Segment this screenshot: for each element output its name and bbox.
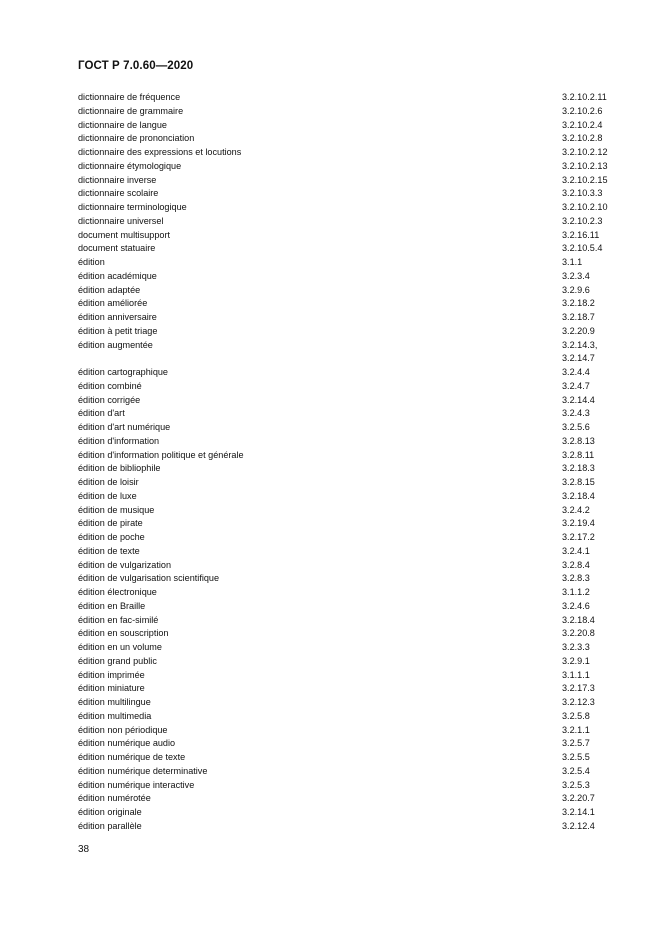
index-term: dictionnaire de langue [78, 119, 167, 130]
index-references [562, 792, 595, 806]
index-term: dictionnaire scolaire [78, 188, 159, 199]
index-term: édition adaptée [78, 284, 141, 295]
index-term: édition en Braille [78, 600, 146, 611]
index-references [562, 394, 595, 408]
index-references [562, 504, 590, 518]
index-references [562, 724, 590, 738]
index-references [562, 449, 594, 463]
index-references [562, 339, 597, 367]
index-reference-number: 3.1.1.2 [562, 587, 590, 597]
index-entry [78, 682, 614, 696]
index-reference-number: 3.2.9.6 [562, 284, 590, 295]
index-entry [78, 696, 614, 710]
index-term: édition en fac-similé [78, 614, 159, 625]
index-reference-number: 3.2.5.4 [562, 765, 590, 776]
index-reference-number: 3.2.10.2.3 [562, 215, 603, 226]
index-term: édition de vulgarisation scientifique [78, 573, 220, 584]
index-references [562, 682, 595, 696]
index-term: édition [78, 257, 105, 267]
index-term: édition augmentée [78, 339, 153, 350]
index-entry [78, 339, 614, 367]
index-reference-number: 3.2.16.11 [562, 229, 600, 240]
index-entry [78, 325, 614, 339]
index-references [562, 572, 590, 586]
index-reference-number: 3.2.10.2.12 [562, 147, 608, 157]
index-entry [78, 586, 614, 600]
index-reference-number: 3.2.5.8 [562, 710, 590, 721]
index-entry [78, 737, 614, 751]
index-term: dictionnaire inverse [78, 174, 157, 185]
index-term: édition d'art [78, 408, 125, 419]
index-reference-number: 3.2.14.3, [562, 339, 598, 350]
index-references [562, 476, 595, 490]
index-entry [78, 517, 614, 531]
index-term: édition de vulgarization [78, 559, 172, 570]
index-term: édition numérique interactive [78, 779, 195, 790]
index-term: édition d'information [78, 435, 160, 446]
index-reference-number: 3.2.10.2.6 [562, 105, 603, 116]
index-entry [78, 215, 614, 229]
index-reference-number: 3.2.4.3 [562, 408, 590, 419]
index-term: dictionnaire de grammaire [78, 105, 184, 116]
index-references [562, 174, 608, 188]
index-reference-number: 3.2.19.4 [562, 518, 595, 529]
index-references [562, 407, 590, 421]
index-entry [78, 765, 614, 779]
index-term: document multisupport [78, 229, 170, 240]
index-reference-number: 3.2.8.3 [562, 573, 590, 584]
index-term: édition multimedia [78, 710, 152, 721]
index-references [562, 366, 590, 380]
index-entry [78, 669, 614, 683]
index-term: édition corrigée [78, 394, 141, 405]
index-reference-number: 3.2.10.3.3 [562, 188, 603, 199]
index-entry [78, 91, 614, 105]
index-term: édition à petit triage [78, 325, 158, 336]
index-term: édition de loisir [78, 477, 139, 487]
index-entry [78, 366, 614, 380]
index-term: édition miniature [78, 683, 145, 694]
index-entry [78, 462, 614, 476]
index-term: édition de texte [78, 545, 140, 556]
index-reference-number: 3.2.9.1 [562, 655, 590, 666]
index-reference-number: 3.2.20.9 [562, 325, 595, 336]
index-term: édition de luxe [78, 490, 137, 501]
index-references [562, 600, 590, 614]
index-term: édition combiné [78, 380, 142, 391]
index-term: édition de bibliophile [78, 463, 161, 474]
index-reference-number: 3.2.4.7 [562, 380, 590, 391]
index-reference-number: 3.2.10.5.4 [562, 243, 603, 254]
index-entry [78, 545, 614, 559]
index-entry [78, 449, 614, 463]
index-reference-number: 3.2.4.2 [562, 504, 590, 515]
index-term: dictionnaire étymologique [78, 160, 182, 171]
index-references [562, 806, 595, 820]
index-entry [78, 627, 614, 641]
index-entry [78, 242, 614, 256]
index-entry [78, 132, 614, 146]
index-entry [78, 710, 614, 724]
index-entry [78, 504, 614, 518]
index-references [562, 229, 599, 243]
index-term: édition imprimée [78, 669, 145, 680]
index-references [562, 490, 595, 504]
index-references [562, 380, 590, 394]
index-reference-number: 3.2.14.7 [562, 353, 595, 364]
index-term: édition numérique de texte [78, 752, 186, 762]
index-entry [78, 105, 614, 119]
index-references [562, 751, 590, 765]
index-entry [78, 641, 614, 655]
index-reference-number: 3.1.1.1 [562, 669, 590, 680]
index-references [562, 559, 590, 573]
index-entry [78, 284, 614, 298]
index-references [562, 710, 590, 724]
index-entry [78, 146, 614, 160]
index-entry [78, 256, 614, 270]
index-reference-number: 3.2.18.7 [562, 312, 595, 322]
index-reference-number: 3.2.10.2.8 [562, 133, 603, 144]
index-references [562, 614, 595, 628]
index-term: dictionnaire de prononciation [78, 133, 195, 144]
index-references [562, 517, 595, 531]
index-references [562, 201, 608, 215]
index-reference-number: 3.2.5.3 [562, 779, 590, 790]
index-term: édition originale [78, 807, 142, 817]
index-term: édition électronique [78, 587, 157, 597]
index-reference-number: 3.2.20.8 [562, 628, 595, 639]
index-term: édition numérotée [78, 793, 151, 804]
index-entry [78, 614, 614, 628]
index-references [562, 105, 602, 119]
index-references [562, 421, 590, 435]
index-references [562, 531, 595, 545]
index-entry [78, 421, 614, 435]
index-reference-number: 3.2.5.5 [562, 752, 590, 762]
index-entry [78, 297, 614, 311]
index-reference-number: 3.2.8.4 [562, 559, 590, 570]
index-entry [78, 380, 614, 394]
index-reference-number: 3.2.18.4 [562, 490, 595, 501]
index-references [562, 187, 602, 201]
index-entry [78, 201, 614, 215]
index-reference-number: 3.2.8.15 [562, 477, 595, 487]
index-term: édition non périodique [78, 724, 168, 735]
index-references [562, 132, 602, 146]
index-term: édition de poche [78, 532, 145, 542]
index-entry [78, 655, 614, 669]
index-reference-number: 3.2.17.2 [562, 532, 595, 542]
index-entry [78, 779, 614, 793]
index-term: édition numérique determinative [78, 765, 208, 776]
index-reference-number: 3.2.1.1 [562, 724, 590, 735]
index-references [562, 270, 590, 284]
index-reference-number: 3.2.4.6 [562, 600, 590, 611]
page-number: 38 [78, 844, 90, 855]
index-entry [78, 531, 614, 545]
index-term: édition en un volume [78, 642, 162, 652]
index-term: édition de pirate [78, 518, 143, 529]
page-header: ГОСТ Р 7.0.60—2020 [78, 60, 194, 72]
index-reference-number: 3.2.8.11 [562, 449, 595, 460]
index-reference-number: 3.2.12.4 [562, 820, 595, 831]
index-term: édition académique [78, 270, 157, 281]
index-entry [78, 407, 614, 421]
index-term: édition d'information politique et générale [78, 449, 244, 460]
index-entry [78, 174, 614, 188]
index-references [562, 462, 595, 476]
index-references [562, 311, 595, 325]
index-references [562, 545, 590, 559]
index-references [562, 215, 602, 229]
index-term: dictionnaire de fréquence [78, 92, 181, 102]
index-term: édition en souscription [78, 628, 169, 639]
index-reference-number: 3.2.10.2.11 [562, 92, 607, 102]
index-reference-number: 3.2.4.4 [562, 367, 590, 377]
index-references [562, 146, 608, 160]
index-entry [78, 229, 614, 243]
index-entry [78, 751, 614, 765]
index-references [562, 119, 602, 133]
index-references [562, 284, 590, 298]
index-entry [78, 160, 614, 174]
term-index-list [78, 91, 614, 834]
index-references [562, 435, 595, 449]
index-references [562, 160, 608, 174]
index-entry [78, 724, 614, 738]
index-references [562, 242, 602, 256]
index-entry [78, 394, 614, 408]
index-term: édition anniversaire [78, 312, 157, 322]
index-entry [78, 806, 614, 820]
index-references [562, 669, 590, 683]
index-reference-number: 3.2.10.2.4 [562, 119, 603, 130]
index-reference-number: 3.2.10.2.15 [562, 174, 608, 185]
index-reference-number: 3.2.12.3 [562, 697, 595, 707]
index-term: édition parallèle [78, 820, 142, 831]
index-entry [78, 490, 614, 504]
index-reference-number: 3.2.10.2.10 [562, 202, 608, 212]
index-entry [78, 187, 614, 201]
index-entry [78, 270, 614, 284]
index-term: dictionnaire des expressions et locutions [78, 147, 242, 157]
index-term: édition cartographique [78, 367, 168, 377]
index-entry [78, 435, 614, 449]
index-references [562, 641, 590, 655]
index-entry [78, 792, 614, 806]
index-entry [78, 600, 614, 614]
index-reference-number: 3.2.14.4 [562, 394, 595, 405]
index-entry [78, 820, 614, 834]
index-references [562, 737, 590, 751]
index-reference-number: 3.2.10.2.13 [562, 160, 608, 171]
index-reference-number: 3.2.4.1 [562, 545, 590, 556]
index-references [562, 256, 582, 270]
index-references [562, 586, 590, 600]
index-references [562, 325, 595, 339]
index-reference-number: 3.2.5.6 [562, 422, 590, 432]
index-term: dictionnaire terminologique [78, 202, 187, 212]
index-references [562, 820, 595, 834]
index-reference-number: 3.2.8.13 [562, 435, 595, 446]
index-references [562, 655, 590, 669]
index-reference-number: 3.2.3.4 [562, 270, 590, 281]
index-entry [78, 311, 614, 325]
index-reference-number: 3.2.14.1 [562, 807, 595, 817]
index-entry [78, 476, 614, 490]
index-reference-number: 3.2.18.3 [562, 463, 595, 474]
index-references [562, 779, 590, 793]
index-references [562, 765, 590, 779]
index-reference-number: 3.2.18.4 [562, 614, 595, 625]
index-entry [78, 559, 614, 573]
index-reference-number: 3.2.20.7 [562, 793, 595, 804]
index-references [562, 297, 595, 311]
index-reference-number: 3.1.1 [562, 257, 583, 267]
index-reference-number: 3.2.17.3 [562, 683, 595, 694]
index-references [562, 91, 607, 105]
index-term: document statuaire [78, 243, 156, 254]
index-term: édition améliorée [78, 298, 148, 309]
index-term: édition d'art numérique [78, 422, 171, 432]
index-entry [78, 572, 614, 586]
index-term: édition grand public [78, 655, 157, 666]
index-references [562, 696, 595, 710]
index-entry [78, 119, 614, 133]
index-reference-number: 3.2.18.2 [562, 298, 595, 309]
index-term: édition multilingue [78, 697, 151, 707]
index-references [562, 627, 595, 641]
index-term: dictionnaire universel [78, 215, 164, 226]
index-term: édition numérique audio [78, 738, 176, 749]
index-reference-number: 3.2.5.7 [562, 738, 590, 749]
index-reference-number: 3.2.3.3 [562, 642, 590, 652]
index-term: édition de musique [78, 504, 155, 515]
